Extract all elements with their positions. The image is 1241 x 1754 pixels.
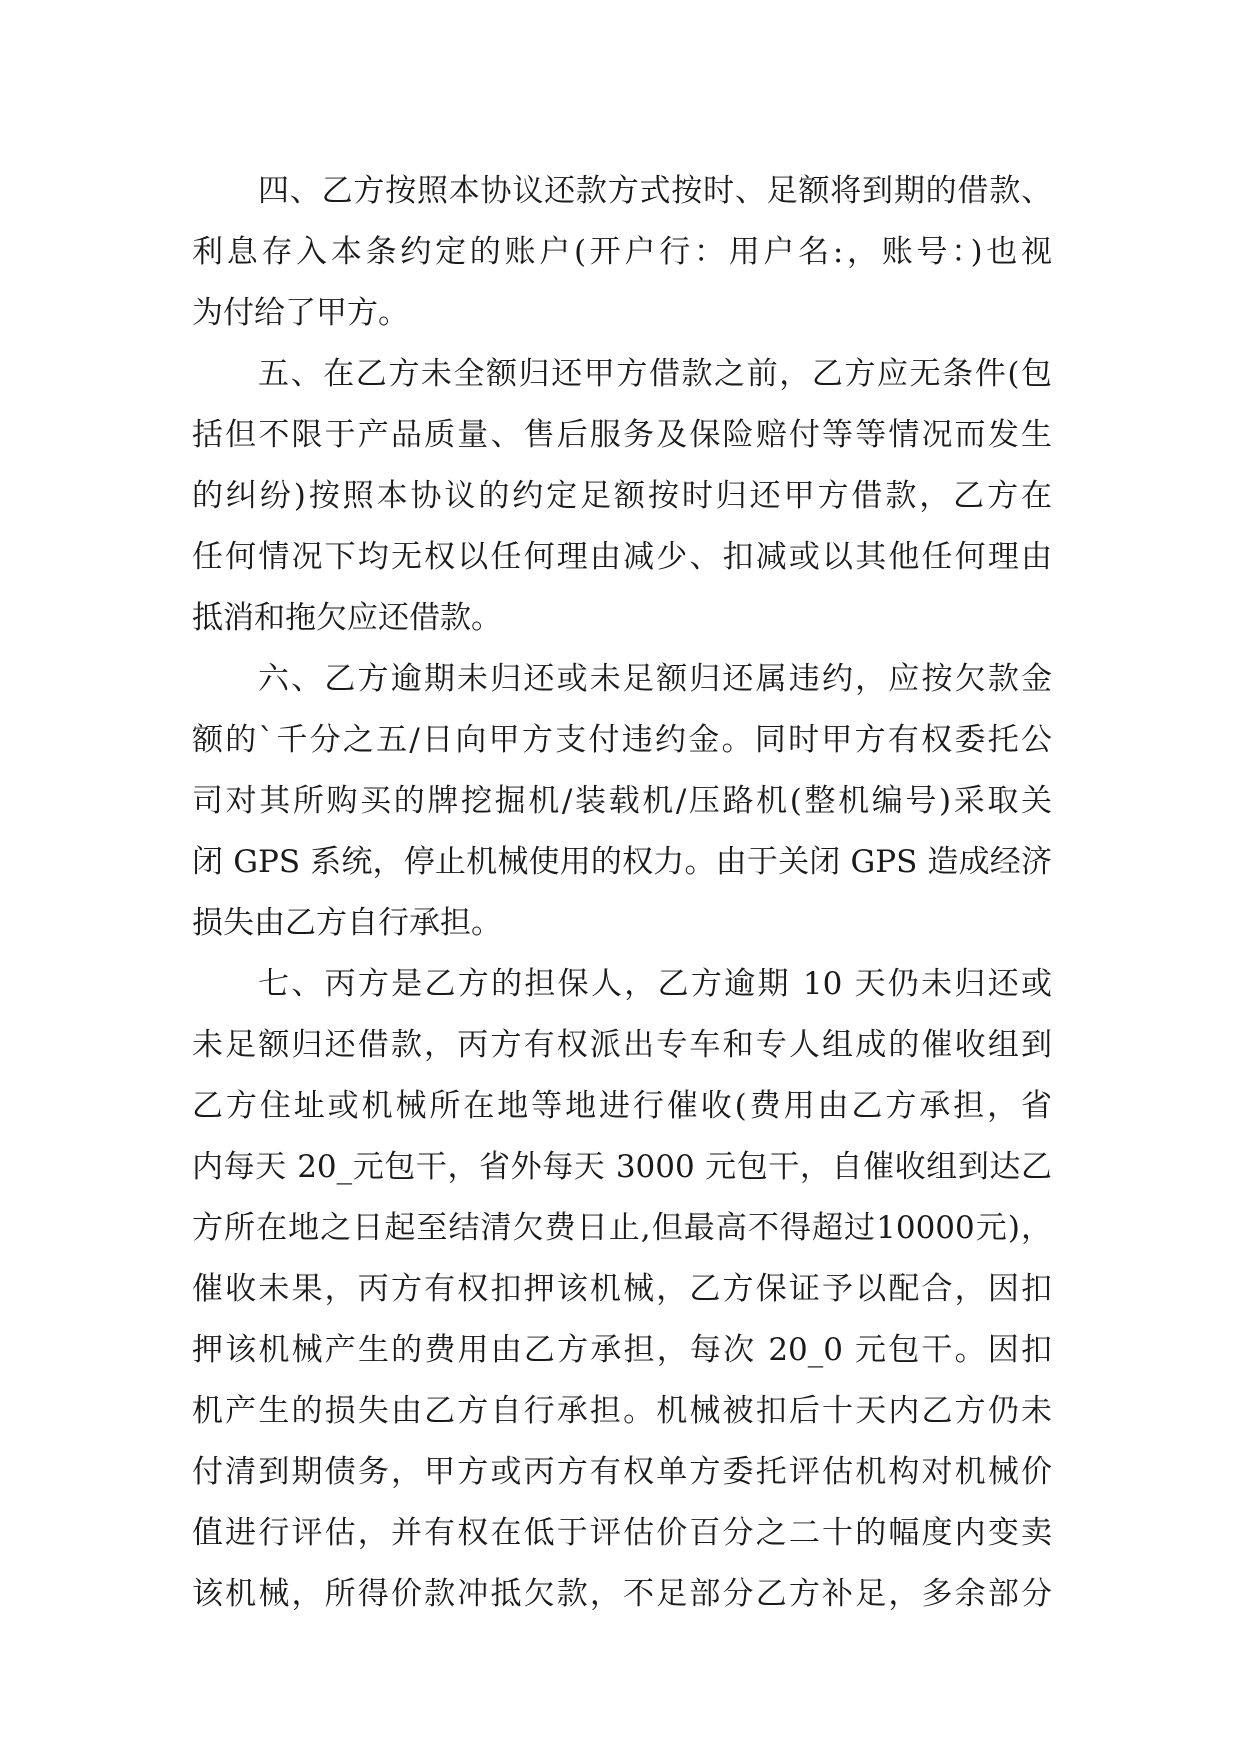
text-line: 该机械，所得价款冲抵欠款，不足部分乙方补足，多余部分 [192,1576,1052,1612]
text-line: 押该机械产生的费用由乙方承担，每次 20_0 元包干。因扣 [192,1332,1052,1368]
text-line: 乙方住址或机械所在地等地进行催收(费用由乙方承担，省 [192,1088,1052,1124]
text-line: 的纠纷)按照本协议的约定足额按时归还甲方借款，乙方在 [192,478,1052,514]
text-line: 六、乙方逾期未归还或未足额归还属违约，应按欠款金 [258,661,1052,697]
text-line: 值进行评估，并有权在低于评估价百分之二十的幅度内变卖 [192,1515,1052,1551]
text-line: 利息存入本条约定的账户(开户行：用户名:，账号：)也视 [192,234,1052,270]
clause-6 [192,649,1052,954]
text-line: 方所在地之日起至结清欠费日止,但最高不得超过10000元)， [192,1210,1052,1246]
clause-7 [192,954,1052,1625]
text-line: 括但不限于产品质量、售后服务及保险赔付等等情况而发生 [192,417,1052,453]
text-line: 额的`千分之五/日向甲方支付违约金。同时甲方有权委托公 [192,722,1052,758]
text-line: 损失由乙方自行承担。 [192,905,502,941]
text-line: 闭 GPS 系统，停止机械使用的权力。由于关闭 GPS 造成经济 [192,844,1052,880]
clause-5 [192,344,1052,649]
clause-4 [192,161,1052,344]
text-line: 五、在乙方未全额归还甲方借款之前，乙方应无条件(包 [258,356,1052,392]
text-line: 抵消和拖欠应还借款。 [192,600,502,636]
text-line: 付清到期债务，甲方或丙方有权单方委托评估机构对机械价 [192,1454,1052,1490]
text-line: 四、乙方按照本协议还款方式按时、足额将到期的借款、 [258,173,1052,209]
document-body [192,161,1052,1625]
text-line: 内每天 20_元包干，省外每天 3000 元包干，自催收组到达乙 [192,1149,1052,1185]
text-line: 机产生的损失由乙方自行承担。机械被扣后十天内乙方仍未 [192,1393,1052,1429]
text-line: 七、丙方是乙方的担保人，乙方逾期 10 天仍未归还或 [258,966,1052,1002]
text-line: 任何情况下均无权以任何理由减少、扣减或以其他任何理由 [192,539,1052,575]
text-line: 催收未果，丙方有权扣押该机械，乙方保证予以配合，因扣 [192,1271,1052,1307]
text-line: 为付给了甲方。 [192,295,409,331]
text-line: 司对其所购买的牌挖掘机/装载机/压路机(整机编号)采取关 [192,783,1052,819]
text-line: 未足额归还借款，丙方有权派出专车和专人组成的催收组到 [192,1027,1052,1063]
